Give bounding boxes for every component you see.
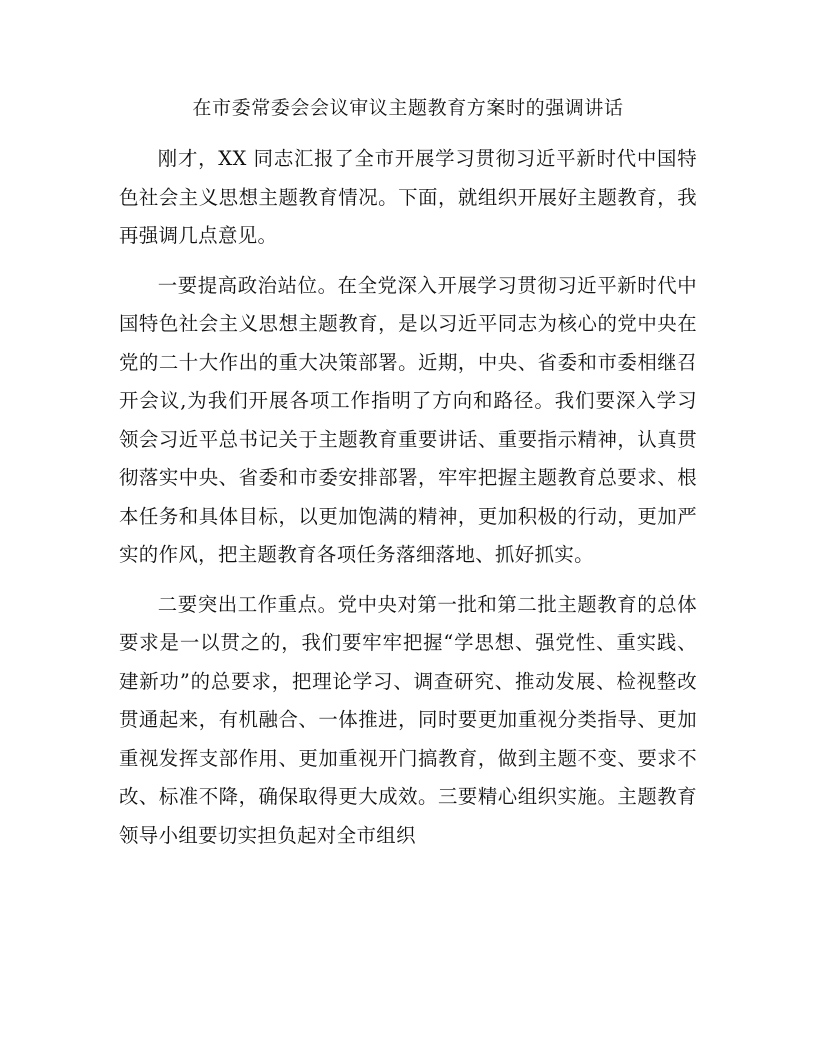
document-title: 在市委常委会会议审议主题教育方案时的强调讲话 <box>192 97 624 119</box>
document-body <box>119 140 697 866</box>
paragraph-intro: 刚才，XX 同志汇报了全市开展学习贯彻习近平新时代中国特色社会主义思想主题教育情况。下面，就组织开展好主题教育，我再强调几点意见。 <box>119 147 697 247</box>
paragraph-work-focus: 二要突出工作重点。党中央对第一批和第二批主题教育的总体要求是一以贯之的，我们要牢牢把握“学思想、强党性、重实践、建新功”的总要求，把理论学习、调查研究、推动发展、检视整改贯通起来，有机融合、一体推进，同时要更加重视分类指导、更加重视发挥支部作用、更加重视开门搞教育，做到主题不变、要求不改、标准不降，确保取得更大成效。三要精心组织实施。主题教育领导小组要切实担负起对全市组织 <box>119 592 697 847</box>
paragraph-political-stance: 一要提高政治站位。在全党深入开展学习贯彻习近平新时代中国特色社会主义思想主题教育，是以习近平同志为核心的党中央在党的二十大作出的重大决策部署。近期，中央、省委和市委相继召开会议,为我们开展各项工作指明了方向和路径。我们要深入学习领会习近平总书记关于主题教育重要讲话、重要指示精神，认真贯彻落实中央、省委和市委安排部署，牢牢把握主题教育总要求、根本任务和具体目标，以更加饱满的精神，更加积极的行动，更加严实的作风，把主题教育各项任务落细落地、抓好抓实。 <box>119 273 697 566</box>
